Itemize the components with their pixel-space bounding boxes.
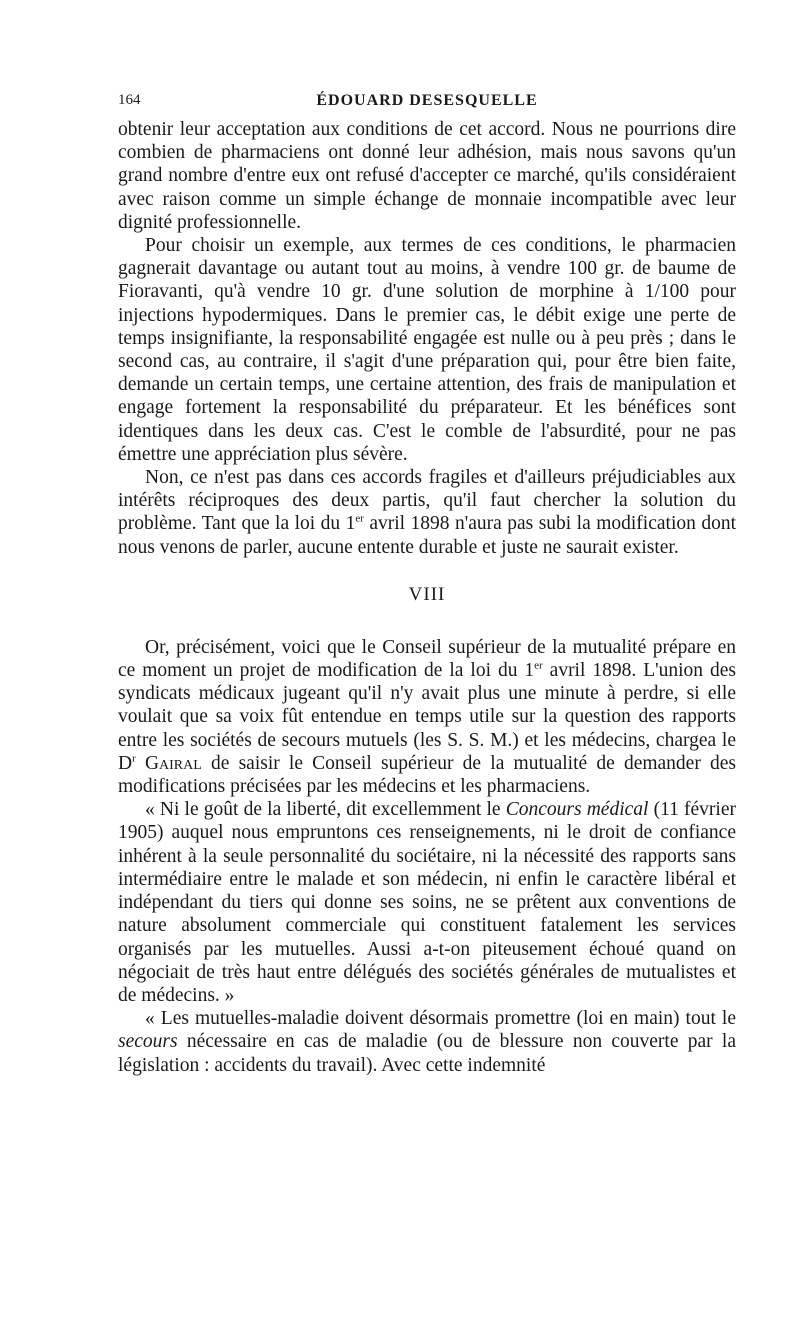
paragraph-solution: Non, ce n'est pas dans ces accords fragiles et d'ailleurs préjudiciables aux intérêts réciproques des deux partis, qu'il faut chercher la solution du problème. Tant que la loi du 1er avril 1898 n'aura pas subi la modification dont nous venons de parler, aucune entente durable et juste ne saurait exister.	[118, 467, 736, 558]
paragraph-quote: « Ni le goût de la liberté, dit excellemment le Concours médical (11 février 1905) auquel nous empruntons ces renseignements, ni le droit de confiance inhérent à la seule personnalité du sociétaire, ni la nécessité des rapports sans intermédiaire entre le malade et son médecin, ni enfin le caractère libéral et indépendant du tiers qui donne ses soins, ne se prêtent aux conventions de nature absolument commerciale qui constituent fatalement les services organisés par les mutuelles. Aussi a-t-on piteusement échoué quand on négociait de très haut entre délégués des sociétés générales de mutualistes et de médecins. »	[118, 799, 736, 1006]
paragraph-mutuelles: « Les mutuelles-maladie doivent désormais promettre (loi en main) tout le secours nécessaire en cas de maladie (ou de blessure non couverte par la législation : accidents du travail). Avec cette indemnité	[118, 1008, 736, 1076]
journal-title: Concours médical	[505, 799, 649, 821]
page-header	[118, 88, 736, 118]
paragraph-example: Pour choisir un exemple, aux termes de ces conditions, le pharmacien gagnerait davantage ou autant tout au moins, à vendre 100 gr. de baume de Fioravanti, qu'à vendre 10 gr. d'une solution de morphine à 1/100 pour injections hypodermiques. Dans le premier cas, le débit exige une perte de temps insignifiante, la responsabilité engagée est nulle ou à peu près ; dans le second cas, au contraire, il s'agit d'une préparation qui, pour être bien faite, demande un certain temps, une certaine attention, des frais de manipulation et engage fortement la responsabilité du préparateur. Et les bénéfices sont identiques dans les deux cas. C'est le comble de l'absurdité, pour ne pas émettre une appréciation plus sévère.	[118, 235, 736, 465]
paragraph-conseil: Or, précisément, voici que le Conseil supérieur de la mutualité prépare en ce moment un projet de modification de la loi du 1er avril 1898. L'union des syndicats médicaux jugeant qu'il n'y avait plus une minute à perdre, si elle voulait que sa voix fût entendue en temps utile sur la question des rapports entre les sociétés de secours mutuels (les S. S. M.) et les médecins, chargea le $D^r$ Gairal de saisir le Conseil supérieur de la mutualité de demander des modifications précisées par les médecins et les pharmaciens.	[118, 636, 736, 798]
paragraph-continuation: obtenir leur acceptation aux conditions de cet accord. Nous ne pourrions dire combien de pharmaciens ont donné leur adhésion, mais nous savons qu'un grand nombre d'entre eux ont refusé d'accepter ce marché, qu'ils considéraient avec raison comme un simple échange de monnaie incompatible avec leur dignité professionnelle.	[118, 119, 736, 233]
running-title: ÉDOUARD DESESQUELLE	[316, 92, 538, 109]
person-name: Gairal	[144, 752, 202, 774]
page-number: 164	[118, 92, 141, 108]
book-page	[118, 88, 736, 1077]
body-text	[118, 118, 736, 1077]
section-heading: VIII	[408, 583, 446, 605]
